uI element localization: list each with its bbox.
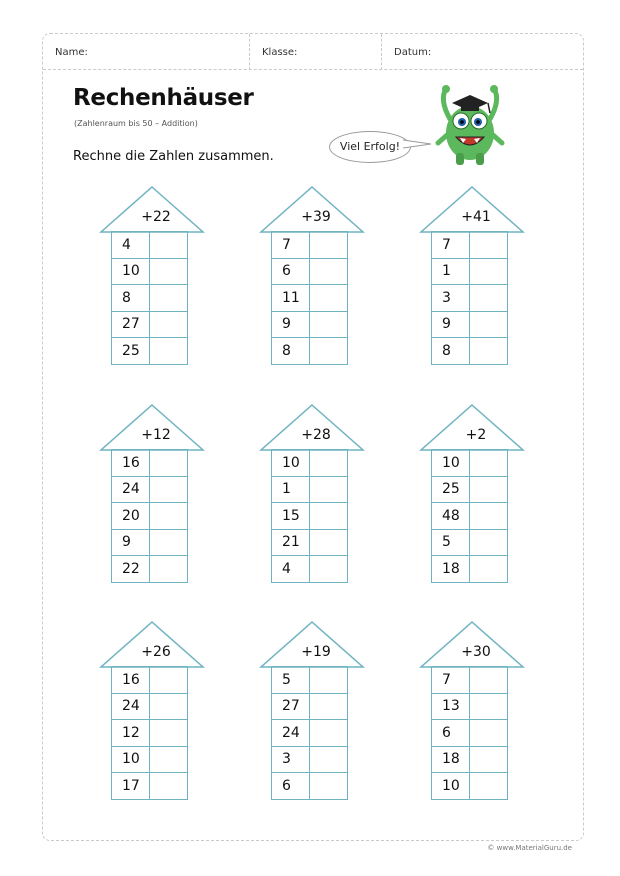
house-row	[432, 773, 508, 800]
date-field[interactable]	[381, 34, 585, 70]
given-number: 27	[272, 693, 310, 720]
house-row	[432, 667, 508, 694]
house-row	[112, 258, 188, 285]
answer-box[interactable]	[149, 338, 187, 365]
roof-addend: +12	[141, 427, 171, 443]
answer-box[interactable]	[149, 258, 187, 285]
page-subtitle: (Zahlenraum bis 50 – Addition)	[74, 119, 198, 128]
roof-addend: +41	[461, 209, 491, 225]
given-number: 1	[432, 258, 470, 285]
answer-box[interactable]	[309, 720, 347, 747]
given-number: 24	[112, 693, 150, 720]
header-row	[43, 34, 583, 70]
given-number: 3	[272, 746, 310, 773]
given-number: 9	[112, 529, 150, 556]
answer-box[interactable]	[309, 503, 347, 530]
answer-box[interactable]	[469, 450, 507, 477]
number-house	[259, 621, 365, 815]
answer-box[interactable]	[469, 503, 507, 530]
speech-bubble-tail	[403, 136, 433, 150]
class-field[interactable]	[249, 34, 381, 70]
house-table	[431, 231, 508, 365]
house-row	[432, 338, 508, 365]
house-row	[112, 529, 188, 556]
house-row	[112, 285, 188, 312]
given-number: 18	[432, 746, 470, 773]
given-number: 22	[112, 556, 150, 583]
given-number: 8	[272, 338, 310, 365]
answer-box[interactable]	[309, 556, 347, 583]
house-row	[112, 693, 188, 720]
name-label: Name:	[55, 47, 88, 58]
number-house	[99, 621, 205, 815]
given-number: 10	[112, 746, 150, 773]
answer-box[interactable]	[149, 529, 187, 556]
house-row	[272, 556, 348, 583]
given-number: 17	[112, 773, 150, 800]
house-row	[112, 232, 188, 259]
house-table	[271, 666, 348, 800]
monster-mascot-icon	[432, 83, 506, 167]
house-row	[432, 285, 508, 312]
house-row	[112, 746, 188, 773]
house-row	[432, 450, 508, 477]
house-row	[432, 232, 508, 259]
copyright-text: © www.MaterialGuru.de	[487, 844, 572, 852]
answer-box[interactable]	[469, 232, 507, 259]
answer-box[interactable]	[469, 311, 507, 338]
answer-box[interactable]	[149, 476, 187, 503]
answer-box[interactable]	[469, 258, 507, 285]
house-row	[112, 476, 188, 503]
answer-box[interactable]	[469, 529, 507, 556]
answer-box[interactable]	[469, 720, 507, 747]
given-number: 48	[432, 503, 470, 530]
number-house	[419, 404, 525, 598]
answer-box[interactable]	[309, 476, 347, 503]
house-table	[111, 666, 188, 800]
house-row	[432, 476, 508, 503]
page-title: Rechenhäuser	[73, 85, 254, 111]
roof-addend: +26	[141, 644, 171, 660]
answer-box[interactable]	[149, 773, 187, 800]
given-number: 13	[432, 693, 470, 720]
roof-addend: +2	[465, 427, 487, 443]
house-row	[432, 529, 508, 556]
number-house	[259, 404, 365, 598]
number-house	[259, 186, 365, 380]
number-house	[419, 621, 525, 815]
given-number: 10	[432, 773, 470, 800]
house-row	[272, 338, 348, 365]
given-number: 6	[272, 258, 310, 285]
house-row	[112, 720, 188, 747]
house-row	[112, 450, 188, 477]
house-row	[272, 720, 348, 747]
given-number: 25	[112, 338, 150, 365]
instruction-text: Rechne die Zahlen zusammen.	[73, 149, 274, 164]
given-number: 11	[272, 285, 310, 312]
house-row	[272, 503, 348, 530]
given-number: 1	[272, 476, 310, 503]
given-number: 21	[272, 529, 310, 556]
answer-box[interactable]	[149, 720, 187, 747]
answer-box[interactable]	[149, 746, 187, 773]
house-row	[432, 311, 508, 338]
house-table	[271, 231, 348, 365]
given-number: 6	[432, 720, 470, 747]
house-row	[432, 746, 508, 773]
given-number: 15	[272, 503, 310, 530]
class-label: Klasse:	[262, 47, 298, 58]
answer-box[interactable]	[309, 529, 347, 556]
house-row	[112, 503, 188, 530]
given-number: 3	[432, 285, 470, 312]
speech-bubble	[329, 131, 411, 163]
answer-box[interactable]	[149, 311, 187, 338]
given-number: 6	[272, 773, 310, 800]
house-row	[112, 338, 188, 365]
house-row	[272, 311, 348, 338]
given-number: 25	[432, 476, 470, 503]
house-row	[432, 258, 508, 285]
number-house	[99, 186, 205, 380]
answer-box[interactable]	[149, 556, 187, 583]
house-row	[112, 667, 188, 694]
house-row	[272, 529, 348, 556]
given-number: 24	[272, 720, 310, 747]
house-table	[431, 449, 508, 583]
answer-box[interactable]	[469, 285, 507, 312]
given-number: 8	[112, 285, 150, 312]
house-row	[432, 503, 508, 530]
answer-box[interactable]	[469, 476, 507, 503]
given-number: 10	[112, 258, 150, 285]
house-table	[431, 666, 508, 800]
given-number: 9	[432, 311, 470, 338]
answer-box[interactable]	[469, 773, 507, 800]
answer-box[interactable]	[149, 232, 187, 259]
house-row	[432, 556, 508, 583]
roof-addend: +22	[141, 209, 171, 225]
given-number: 8	[432, 338, 470, 365]
house-row	[272, 667, 348, 694]
house-row	[112, 311, 188, 338]
given-number: 7	[432, 232, 470, 259]
name-field[interactable]	[43, 34, 249, 70]
given-number: 10	[432, 450, 470, 477]
answer-box[interactable]	[149, 667, 187, 694]
answer-box[interactable]	[309, 667, 347, 694]
number-house	[419, 186, 525, 380]
answer-box[interactable]	[309, 693, 347, 720]
answer-box[interactable]	[309, 450, 347, 477]
answer-box[interactable]	[149, 503, 187, 530]
given-number: 16	[112, 450, 150, 477]
number-house	[99, 404, 205, 598]
answer-box[interactable]	[309, 232, 347, 259]
house-row	[432, 693, 508, 720]
house-row	[272, 746, 348, 773]
given-number: 24	[112, 476, 150, 503]
given-number: 7	[432, 667, 470, 694]
given-number: 5	[272, 667, 310, 694]
roof-addend: +28	[301, 427, 331, 443]
house-table	[111, 449, 188, 583]
answer-box[interactable]	[149, 450, 187, 477]
answer-box[interactable]	[149, 285, 187, 312]
given-number: 20	[112, 503, 150, 530]
given-number: 18	[432, 556, 470, 583]
given-number: 4	[272, 556, 310, 583]
given-number: 12	[112, 720, 150, 747]
answer-box[interactable]	[309, 773, 347, 800]
given-number: 9	[272, 311, 310, 338]
given-number: 10	[272, 450, 310, 477]
date-label: Datum:	[394, 47, 432, 58]
answer-box[interactable]	[469, 667, 507, 694]
answer-box[interactable]	[309, 258, 347, 285]
house-table	[111, 231, 188, 365]
answer-box[interactable]	[469, 746, 507, 773]
speech-bubble-text: Viel Erfolg!	[339, 140, 401, 153]
house-row	[112, 556, 188, 583]
given-number: 16	[112, 667, 150, 694]
house-row	[272, 476, 348, 503]
answer-box[interactable]	[469, 693, 507, 720]
roof-addend: +39	[301, 209, 331, 225]
given-number: 7	[272, 232, 310, 259]
answer-box[interactable]	[469, 556, 507, 583]
house-table	[271, 449, 348, 583]
house-row	[272, 450, 348, 477]
answer-box[interactable]	[309, 285, 347, 312]
answer-box[interactable]	[309, 338, 347, 365]
house-row	[432, 720, 508, 747]
answer-box[interactable]	[149, 693, 187, 720]
roof-addend: +19	[301, 644, 331, 660]
given-number: 4	[112, 232, 150, 259]
answer-box[interactable]	[309, 746, 347, 773]
house-row	[272, 285, 348, 312]
house-row	[272, 693, 348, 720]
house-row	[272, 258, 348, 285]
house-row	[272, 773, 348, 800]
house-row	[112, 773, 188, 800]
answer-box[interactable]	[309, 311, 347, 338]
given-number: 5	[432, 529, 470, 556]
roof-addend: +30	[461, 644, 491, 660]
answer-box[interactable]	[469, 338, 507, 365]
given-number: 27	[112, 311, 150, 338]
house-row	[272, 232, 348, 259]
